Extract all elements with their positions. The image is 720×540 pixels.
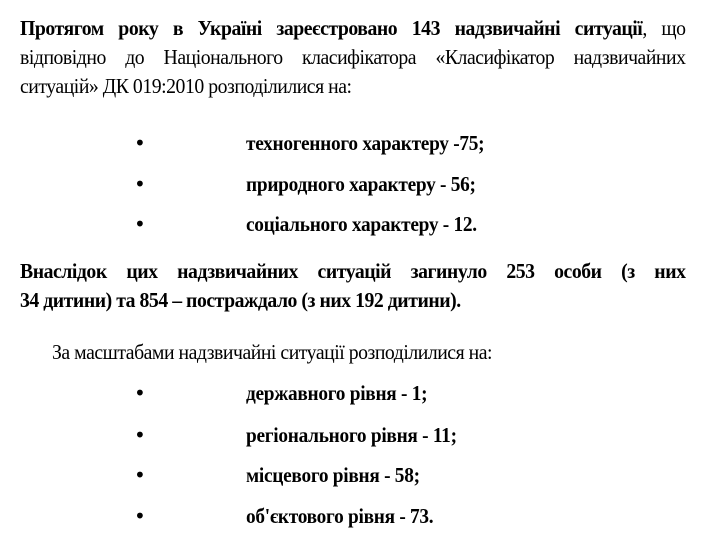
intro-paragraph [20,14,686,101]
bullet-icon: • [134,172,146,196]
list-item-text: техногенного характеру -75; [246,131,485,155]
list-item-text: державного рівня - 1; [246,381,428,405]
bullet-icon: • [134,463,146,487]
list-item-text: регіонального рівня - 11; [246,423,457,447]
list-item-text: об'єктового рівня - 73. [246,504,434,528]
bullet-icon: • [134,212,146,236]
bullet-icon: • [134,423,146,447]
bullet-icon: • [134,381,146,405]
list-item-text: місцевого рівня - 58; [246,463,420,487]
casualties-paragraph [20,257,686,315]
bullet-icon: • [134,131,146,155]
bullet-icon: • [134,504,146,528]
scale-intro-paragraph: За масштабами надзвичайні ситуації розподілилися на: [52,340,493,364]
intro-rest-text: , що відповідно до Національного класифікатора «Класифікатор надзвичайних [20,16,686,69]
casualties-line-1: Внаслідок цих надзвичайних ситуацій загинуло 253 особи (з них [20,259,686,283]
list-item-text: природного характеру - 56; [246,172,476,196]
casualties-line-2: 34 дитини) та 854 – постраждало (з них 192 дитини). [20,288,461,312]
intro-bold-text: Протягом року в Україні зареєстровано 143 надзвичайні ситуації [20,16,643,40]
intro-last-line: ситуацій» ДК 019:2010 розподілилися на: [20,74,352,98]
list-item-text: соціального характеру - 12. [246,212,477,236]
